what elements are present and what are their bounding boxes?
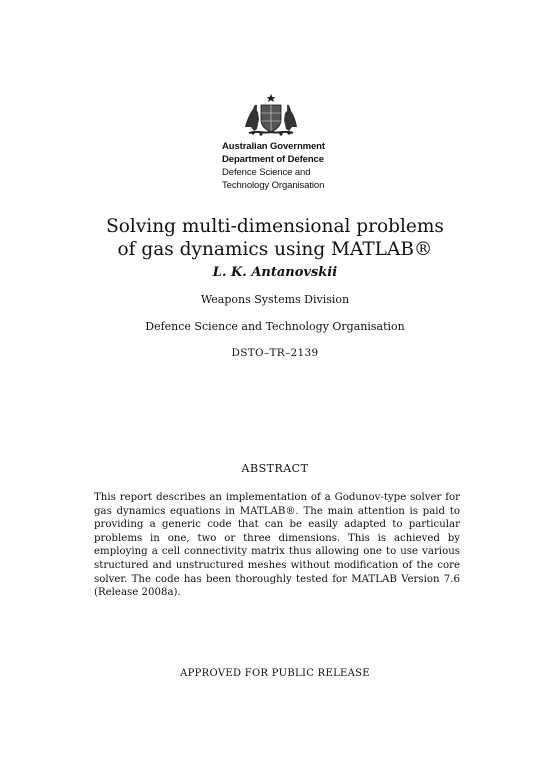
organisation-name-line1: Defence Science and [222,167,311,178]
division-name: Weapons Systems Division [200,293,350,306]
author-name: L. K. Antanovskii [212,265,338,280]
report-title-line1: Solving multi-dimensional problems [106,216,444,237]
release-statement: APPROVED FOR PUBLIC RELEASE [180,668,370,679]
government-name: Australian Government [222,141,325,152]
report-title-line2: of gas dynamics using MATLAB® [117,239,433,260]
abstract-text: This report describes an implementation of a Godunov-type solver for gas dynamics equations in MATLAB®. The main attention is paid to providing a generic code that can be easily adapted to particular problems in one, two or three dimensions. This is achieved by employing a cell connectivity matrix thus allowing one to use various structured and unstructured meshes without modification of the core solver. The code has been thoroughly tested for MATLAB Version 7.6 (Release 2008a). [94,492,460,599]
coat-of-arms-logo [241,93,301,137]
department-name: Department of Defence [222,154,324,165]
organisation-name: Defence Science and Technology Organisation [145,320,405,333]
agency-block [222,140,362,192]
abstract-heading: ABSTRACT [241,462,309,475]
report-number: DSTO–TR–2139 [231,347,319,359]
organisation-name-line2: Technology Organisation [222,180,325,191]
